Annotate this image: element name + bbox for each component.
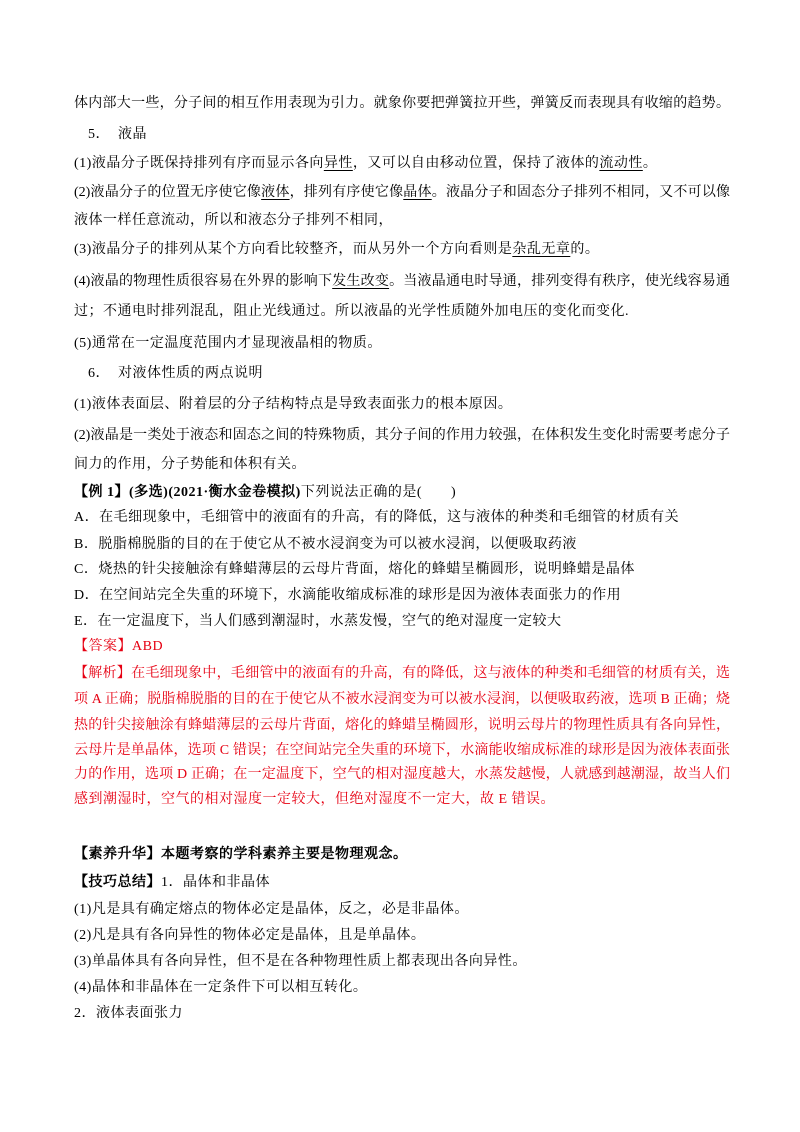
analysis-line: 力的作用，选项 D 正确；在一定温度下，空气的相对湿度越大，水蒸发越慢，人就感到越潮湿，故当人们 — [74, 767, 730, 782]
section-5-item-4 — [74, 272, 730, 292]
section-5-item-2-continued: 液体一样任意流动，所以和液态分子排列不相同， — [74, 213, 393, 228]
section-6-heading: 6． 对液体性质的两点说明 — [88, 366, 263, 381]
analysis-line: 【解析】在毛细现象中，毛细管中的液面有的升高，有的降低，这与液体的种类和毛细管的材质有关，选 — [74, 666, 730, 681]
section-6-item-2-continued: 间力的作用，分子势能和体积有关。 — [74, 457, 306, 472]
underlined-term: 流动性 — [599, 156, 643, 171]
tips-heading — [74, 873, 730, 893]
underlined-term: 异性 — [323, 156, 353, 171]
analysis-line: 感到潮湿时，空气的相对湿度一定较大，但绝对湿度不一定大，故 E 错误。 — [74, 792, 556, 807]
text-segment: ，排列有序使它像 — [289, 185, 404, 200]
option-d: D．在空间站完全失重的环境下，水滴能收缩成标准的球形是因为液体表面张力的作用 — [74, 588, 622, 603]
text-segment: (1)液晶分子既保持排列有序而显示各向 — [74, 156, 324, 171]
analysis-line: 项 A 正确；脱脂棉脱脂的目的在于使它从不被水浸润变为可以被水浸润，以便吸取药液，选项 B 正确；烧 — [74, 692, 730, 707]
intro-line: 体内部大一些，分子间的相互作用表现为引力。就象你要把弹簧拉开些，弹簧反而表现具有收缩的趋势。 — [74, 96, 730, 111]
analysis-line: 热的针尖接触涂有蜂蜡薄层的云母片背面，熔化的蜂蜡呈椭圆形，说明云母片的物理性质具有各向异性， — [74, 718, 730, 733]
section-5-item-5: (5)通常在一定温度范围内才显现液晶相的物质。 — [74, 336, 382, 351]
underlined-term: 晶体 — [403, 185, 432, 200]
option-a: A．在毛细现象中，毛细管中的液面有的升高，有的降低，这与液体的种类和毛细管的材质有关 — [74, 510, 680, 525]
text-segment: 。液晶分子和固态分子排列不相同，又不可以像 — [431, 185, 731, 200]
underlined-term: 液体 — [261, 185, 290, 200]
option-e: E．在一定温度下，当人们感到潮湿时，水蒸发慢，空气的绝对湿度一定较大 — [74, 614, 562, 629]
section-5-item-1 — [74, 154, 730, 174]
section-5-item-2 — [74, 183, 730, 203]
tips-label: 【技巧总结】 — [74, 875, 161, 890]
text-segment: (2)液晶分子的位置无序使它像 — [74, 185, 262, 200]
option-c: C．烧热的针尖接触涂有蜂蜡薄层的云母片背面，熔化的蜂蜡呈椭圆形，说明蜂蜡是晶体 — [74, 562, 635, 577]
tips-item: (2)凡是具有各向异性的物体必定是晶体，且是单晶体。 — [74, 928, 426, 943]
tips-item: (4)晶体和非晶体在一定条件下可以相互转化。 — [74, 980, 368, 995]
section-5-heading: 5． 液晶 — [88, 127, 147, 142]
section-6-item-1: (1)液体表面层、附着层的分子结构特点是导致表面张力的根本原因。 — [74, 397, 513, 412]
section-5-item-3 — [74, 240, 730, 260]
text-segment: (4)液晶的物理性质很容易在外界的影响下 — [74, 274, 333, 289]
tips-item: (1)凡是具有确定熔点的物体必定是晶体，反之，必是非晶体。 — [74, 902, 469, 917]
text-segment: 的。 — [570, 242, 600, 257]
tips-item: (3)单晶体具有各向异性，但不是在各种物理性质上都表现出各向异性。 — [74, 954, 527, 969]
literacy-summary: 【素养升华】本题考察的学科素养主要是物理观念。 — [74, 847, 408, 862]
text-segment: 。当液晶通电时导通，排列变得有秩序，使光线容易通 — [389, 274, 731, 289]
option-b: B．脱脂棉脱脂的目的在于使它从不被水浸润变为可以被水浸润，以便吸取药液 — [74, 537, 577, 552]
underlined-term: 杂乱无章 — [512, 242, 571, 257]
text-segment: (3)液晶分子的排列从某个方向看比较整齐，而从另外一个方向看则是 — [74, 242, 513, 257]
example-question-text: 下列说法正确的是( ) — [300, 485, 457, 500]
example-label: 【例 1】(多选)(2021·衡水金卷模拟) — [74, 485, 301, 500]
tips-title: 1．晶体和非晶体 — [161, 875, 270, 890]
text-segment: ，又可以自由移动位置，保持了液体的 — [352, 156, 600, 171]
section-5-item-4-continued: 过；不通电时排列混乱，阻止光线通过。所以液晶的光学性质随外加电压的变化而变化. — [74, 304, 629, 319]
tips-next-heading: 2．液体表面张力 — [74, 1006, 183, 1021]
answer: 【答案】ABD — [74, 639, 164, 654]
underlined-term: 发生改变 — [332, 274, 390, 289]
section-6-item-2: (2)液晶是一类处于液态和固态之间的特殊物质，其分子间的作用力较强，在体积发生变化时需要考虑分子 — [74, 428, 730, 443]
example-question — [74, 483, 730, 503]
text-segment: 。 — [642, 156, 658, 171]
analysis-line: 云母片是单晶体，选项 C 错误；在空间站完全失重的环境下，水滴能收缩成标准的球形是因为液体表面张 — [74, 743, 730, 758]
